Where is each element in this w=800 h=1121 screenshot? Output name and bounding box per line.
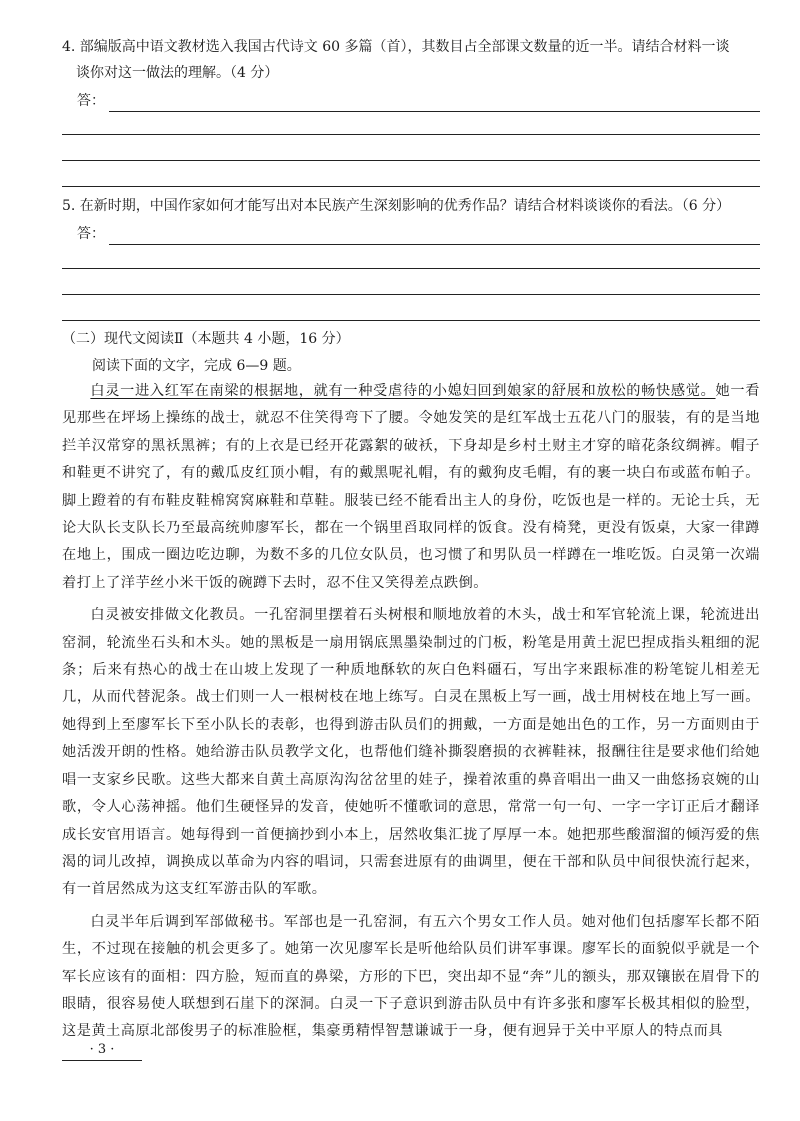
question-4	[62, 34, 762, 86]
answer-line[interactable]	[62, 268, 760, 269]
answer-line[interactable]	[109, 93, 760, 112]
question-4-text-line1: 4. 部编版高中语文教材选入我国古代诗文 60 多篇（首），其数目占全部课文数量的近一半。请结合材料一谈	[62, 39, 730, 55]
passage-paragraph-2: 白灵被安排做文化教员。一孔窑洞里摆着石头树根和顺地放着的木头，战士和军官轮流上课，轮流进出窑洞，轮流坐石头和木头。她的黑板是一扇用锅底黑墨染制过的门板，粉笔是用黄土泥巴捏成指头粗细的泥条；后来有热心的战士在山坡上发现了一种质地酥软的灰白色料礓石，写出字来跟标准的粉笔锭儿相差无几，从而代替泥条。战士们则一人一根树枝在地上练写。白灵在黑板上写一画，战士用树枝在地上写一画。她得到上至廖军长下至小队长的表彰，也得到游击队员们的拥戴，一方面是她出色的工作，另一方面则由于她活泼开朗的性格。她给游击队员教学文化，也帮他们缝补撕裂磨损的衣裤鞋袜，报酬往往是要求他们给她唱一支家乡民歌。这些大都来自黄土高原沟沟岔岔里的娃子，操着浓重的鼻音唱出一曲又一曲悠扬哀婉的山歌，令人心荡神摇。他们生硬怪异的发音，使她听不懂歌词的意思，常常一句一句、一字一字订正后才翻译成长安官用语言。她每得到一首便摘抄到小本上，居然收集汇拢了厚厚一本。她把那些酸溜溜的倾泻爱的焦渴的词儿改掉，调换成以革命为内容的唱词，只需套进原有的曲调里，便在干部和队员中间很快流行起来，有一首居然成为这支红军游击队的军歌。	[62, 607, 760, 898]
answer-line[interactable]	[62, 294, 760, 295]
section-title: （二）现代文阅读Ⅱ（本题共 4 小题，16 分）	[62, 331, 350, 347]
question-5-text-line1: 5. 在新时期，中国作家如何才能写出对本民族产生深刻影响的优秀作品？请结合材料谈谈你的看法。（6 分）	[62, 198, 731, 214]
underlined-sentence: 白灵一进入红军在南梁的根据地，就有一种受虐待的小媳妇回到娘家的舒展和放松的畅快感觉。	[90, 383, 716, 399]
paragraph-text: 她一看见那些在坪场上操练的战士，就忍不住笑得弯下了腰。令她发笑的是红军战士五花八门的服装，有的是当地拦羊汉常穿的黑袄黑裤；有的上衣是已经开花露絮的破袄，下身却是乡村土财主才穿的暗花条纹绸裤。帽子和鞋更不讲究了，有的戴瓜皮红顶小帽，有的戴黑呢礼帽，有的戴狗皮毛帽，有的裹一块白布或蓝布帕子。脚上蹬着的有布鞋皮鞋棉窝窝麻鞋和草鞋。服装已经不能看出主人的身份，吃饭也是一样的。无论士兵，无论大队长支队长乃至最高统帅廖军长，都在一个锅里舀取同样的饭食。没有椅凳，更没有饭桌，大家一律蹲在地上，围成一圈边吃边聊，为数不多的几位女队员，也习惯了和男队员一样蹲在一堆吃饭。白灵第一次端着打上了洋芋丝小米干饭的碗蹲下去时，忍不住又笑得差点跌倒。	[62, 383, 760, 591]
answer-line[interactable]	[109, 226, 760, 245]
passage-paragraph-1	[62, 378, 760, 597]
question-4-text-line2: 谈你对这一做法的理解。（4 分）	[76, 65, 279, 81]
question-5-answer-row[interactable]	[77, 219, 760, 245]
answer-label: 答：	[77, 93, 105, 109]
answer-line[interactable]	[62, 134, 760, 135]
question-5	[62, 193, 762, 219]
answer-line[interactable]	[62, 186, 760, 187]
page-number: · 3 ·	[62, 1040, 142, 1061]
answer-line[interactable]	[62, 320, 760, 321]
section-intro: 阅读下面的文字，完成 6—9 题。	[92, 358, 301, 374]
passage-paragraph-3: 白灵半年后调到军部做秘书。军部也是一孔窑洞，有五六个男女工作人员。她对他们包括廖军长都不陌生，不过现在接触的机会更多了。她第一次见廖军长是听他给队员们讲军事课。廖军长的面貌似乎就是一个军长应该有的面相：四方脸，短而直的鼻梁，方形的下巴，突出却不显“奔”儿的额头，那双镶嵌在眉骨下的眼睛，很容易使人联想到石崖下的深洞。白灵一下子意识到游击队员中有许多张和廖军长极其相似的脸型，这是黄土高原北部俊男子的标准脸框，集豪勇精悍智慧谦诚于一身，便有迥异于关中平原人的特点而具	[62, 913, 760, 1040]
answer-line[interactable]	[62, 160, 760, 161]
answer-label: 答：	[77, 226, 105, 242]
reading-passage	[62, 378, 760, 1051]
question-4-answer-row[interactable]	[77, 86, 760, 112]
